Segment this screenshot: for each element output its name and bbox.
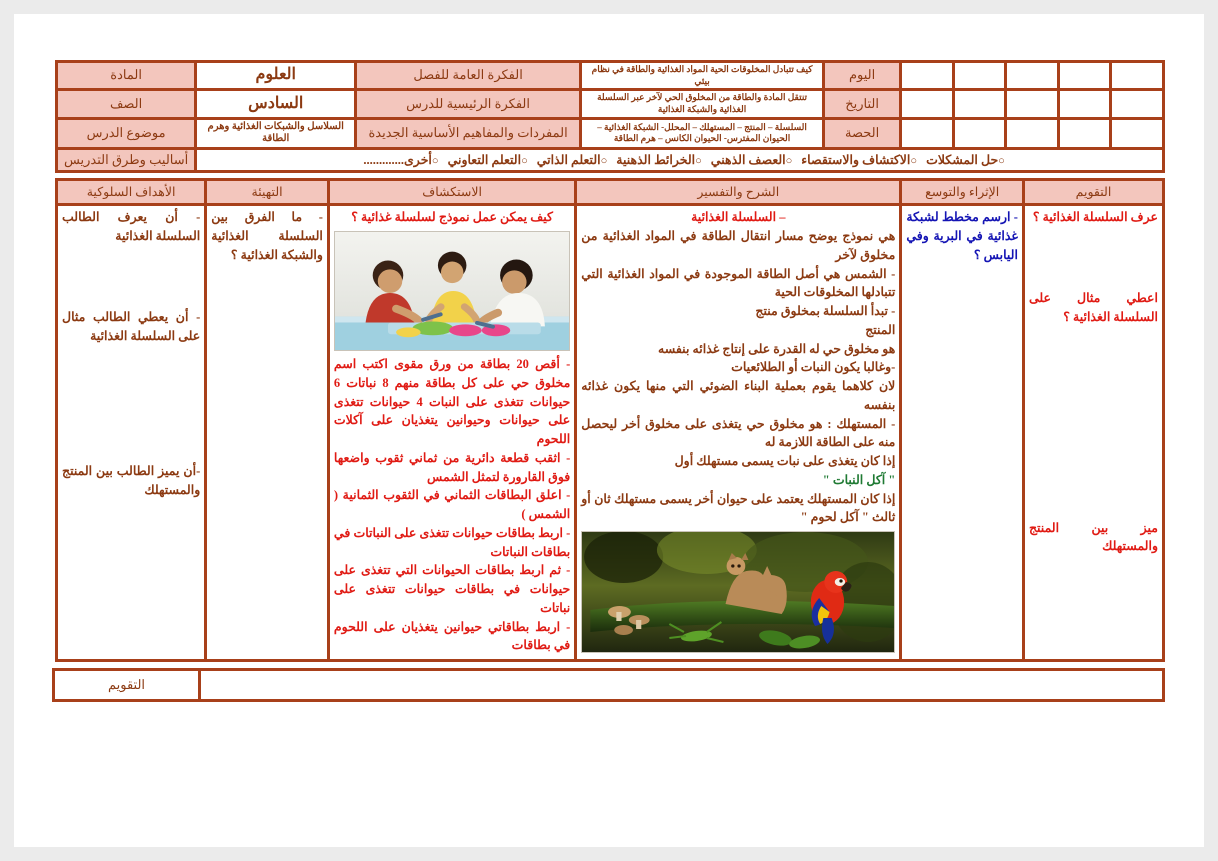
explanation-paragraph: " آكل النبات " [822, 472, 896, 487]
header-row-subject [57, 62, 1164, 90]
preparation-item: - ما الفرق بين السلسلة الغذائية والشبكة الغذائية ؟ [211, 210, 323, 262]
stage-content-row [57, 205, 1164, 661]
footer-row [54, 670, 1164, 701]
forest-food-chain-image [581, 531, 895, 653]
objective-item: -أن يميز الطالب بين المنتج والمستهلك [62, 464, 201, 498]
explanation-paragraph: هي نموذج يوضح مسار انتقال الطاقة في المواد الغذائية من مخلوق لآخر [581, 229, 896, 262]
exploration-question: كيف يمكن عمل نموذج لسلسلة غذائية ؟ [351, 210, 553, 225]
value-chapter-big-idea: كيف تتبادل المخلوقات الحية المواد الغذائية والطاقة في نظام بيئي [580, 62, 823, 90]
method-label: أخرى............. [363, 152, 432, 167]
method-label: الاكتشاف والاستقصاء [801, 152, 911, 167]
radio-circle-icon: ○ [998, 154, 1005, 167]
blank-cell[interactable] [1006, 118, 1059, 148]
method-label: العصف الذهني [710, 152, 786, 167]
blank-cell[interactable] [953, 118, 1006, 148]
blank-cell[interactable] [953, 90, 1006, 118]
cell-exploration[interactable] [328, 205, 575, 661]
objective-item: - أن يعرف الطالب السلسلة الغذائية [62, 210, 201, 244]
cell-assessment[interactable] [1023, 205, 1163, 661]
column-header-assessment: التقويم [1023, 180, 1163, 205]
footer-evaluation-table [52, 668, 1165, 702]
radio-circle-icon: ○ [600, 154, 608, 167]
method-option-0[interactable] [926, 153, 1005, 167]
method-option-5[interactable] [448, 153, 528, 167]
exploration-step: - أقص 20 بطاقة من ورق مقوى اكتب اسم مخلوق حي على كل بطاقة منهم 8 نباتات 6 حيوانات تتغذى على النبات 4 حيوانات تتغذى على حيوانات وحيوانين يتغذيان على آكلات اللحوم [333, 357, 571, 447]
label-lesson-main-idea: الفكرة الرئيسية للدرس [356, 90, 581, 118]
explanation-paragraph: لان كلاهما يقوم بعملية البناء الضوئي التي منها يكون غذائه بنفسه [581, 379, 896, 412]
assessment-item: ميز بين المنتج والمستهلك [1028, 520, 1158, 554]
cell-enrichment[interactable] [901, 205, 1024, 661]
label-period: الحصة [824, 118, 901, 148]
radio-circle-icon: ○ [785, 154, 793, 167]
radio-circle-icon: ○ [431, 154, 439, 167]
value-new-vocabulary: السلسلة – المنتج – المستهلك – المحلل- الشبكة الغذائية – الحيوان المفترس- الحيوان الكانس – هرم الطاقة [580, 118, 823, 148]
spacer [1029, 389, 1158, 519]
header-row-topic [57, 118, 1164, 148]
method-label: التعلم الذاتي [536, 152, 601, 167]
method-label: حل المشكلات [926, 152, 999, 167]
radio-circle-icon: ○ [910, 154, 918, 167]
exploration-step: - اربط بطاقاتي حيوانين يتغذيان على اللحوم في بطاقات [333, 619, 571, 653]
cell-preparation[interactable] [206, 205, 329, 661]
column-header-exploration: الاستكشاف [328, 180, 575, 205]
explanation-paragraph: - المستهلك : هو مخلوق حي يتغذى على مخلوق أخر ليحصل منه على الطاقة اللازمة له [581, 416, 896, 450]
value-lesson-main-idea: تنتقل المادة والطاقة من المخلوق الحي لآخر عبر السلسلة الغذائية والشبكة الغذائية [580, 90, 823, 118]
stage-header-row [57, 180, 1164, 205]
exploration-step: - اثقب قطعة دائرية من ثماني ثقوب واضعها فوق القارورة لتمثل الشمس [333, 450, 571, 484]
cell-explanation[interactable] [576, 205, 901, 661]
blank-cell[interactable] [900, 90, 953, 118]
blank-cell[interactable] [900, 62, 953, 90]
column-header-objectives: الأهداف السلوكية [57, 180, 206, 205]
explanation-paragraph: المنتج [865, 322, 896, 337]
label-lesson-topic: موضوع الدرس [57, 118, 196, 148]
teaching-methods-options[interactable] [196, 148, 1164, 172]
label-subject: المادة [57, 62, 196, 90]
label-teaching-methods: أساليب وطرق التدريس [57, 148, 196, 172]
explanation-paragraph: - تبدأ السلسلة بمخلوق منتج [755, 304, 896, 319]
label-chapter-big-idea: الفكرة العامة للفصل [356, 62, 581, 90]
method-label: التعلم التعاوني [447, 152, 522, 167]
radio-circle-icon: ○ [695, 154, 702, 167]
method-option-1[interactable] [801, 153, 917, 167]
label-new-vocabulary: المفردات والمفاهيم الأساسية الجديدة [356, 118, 581, 148]
assessment-item: عرف السلسلة الغذائية ؟ [1032, 210, 1158, 225]
explanation-paragraph: -وغالبا يكون النبات أو الطلائعيات [731, 360, 896, 375]
method-option-3[interactable] [616, 153, 702, 167]
column-header-preparation: التهيئة [206, 180, 329, 205]
blank-cell[interactable] [1058, 118, 1111, 148]
spacer [62, 407, 200, 462]
lesson-plan-sheet [55, 60, 1165, 702]
column-header-enrichment: الإثراء والتوسع [901, 180, 1024, 205]
explanation-paragraph: هو مخلوق حي له القدرة على إنتاج غذائه بنفسه [658, 341, 896, 356]
label-date: التاريخ [824, 90, 901, 118]
assessment-item: اعطي مثال على السلسلة الغذائية ؟ [1028, 291, 1158, 324]
explanation-paragraph: إذا كان المستهلك يعتمد على حيوان أخر يسمى مستهلك ثان أو ثالث " آكل لحوم " [581, 491, 896, 525]
header-row-methods [57, 148, 1164, 172]
method-option-6[interactable] [363, 153, 438, 167]
blank-cell[interactable] [1111, 62, 1164, 90]
exploration-step: - اربط بطاقات حيوانات تتغذى على النباتات في بطاقات النباتات [333, 525, 571, 559]
value-subject: العلوم [196, 62, 356, 90]
explanation-title: – السلسلة الغذائية [691, 210, 786, 225]
method-option-4[interactable] [537, 153, 608, 167]
blank-cell[interactable] [900, 118, 953, 148]
blank-cell[interactable] [1006, 62, 1059, 90]
blank-cell[interactable] [953, 62, 1006, 90]
header-row-grade [57, 90, 1164, 118]
value-lesson-topic: السلاسل والشبكات الغذائية وهرم الطاقة [196, 118, 356, 148]
explanation-paragraph: - الشمس هي أصل الطاقة الموجودة في المواد الغذائية التي تتبادلها المخلوقات الحية [581, 266, 896, 300]
blank-cell[interactable] [1111, 90, 1164, 118]
header-table [55, 60, 1165, 173]
exploration-step: - اعلق البطاقات الثماني في الثقوب الثمانية ( الشمس ) [333, 488, 571, 522]
method-label: الخرائط الذهنية [616, 152, 696, 167]
column-header-explanation: الشرح والتفسير [576, 180, 901, 205]
students-activity-image [334, 231, 570, 351]
footer-evaluation-value[interactable] [200, 670, 1164, 701]
radio-circle-icon: ○ [521, 154, 528, 167]
exploration-step: - ثم اربط بطاقات الحيوانات التي تتغذى على حيوانات في بطاقات حيوانات تتغذى على نباتات [333, 563, 571, 615]
method-option-2[interactable] [711, 153, 793, 167]
value-grade: السادس [196, 90, 356, 118]
objective-item: - أن يعطي الطالب مثال على السلسلة الغذائية [62, 309, 201, 343]
blank-cell[interactable] [1058, 62, 1111, 90]
blank-cell[interactable] [1058, 90, 1111, 118]
blank-cell[interactable] [1111, 118, 1164, 148]
enrichment-item: - ارسم مخطط لشبكة غذائية في البرية وفي اليابس ؟ [906, 210, 1018, 262]
footer-evaluation-label: التقويم [54, 670, 200, 701]
explanation-paragraph: إذا كان يتغذى على نبات يسمى مستهلك أول [674, 454, 896, 469]
label-grade: الصف [57, 90, 196, 118]
cell-objectives[interactable] [57, 205, 206, 661]
label-day: اليوم [824, 62, 901, 90]
blank-cell[interactable] [1006, 90, 1059, 118]
lesson-stages-table [55, 178, 1165, 662]
